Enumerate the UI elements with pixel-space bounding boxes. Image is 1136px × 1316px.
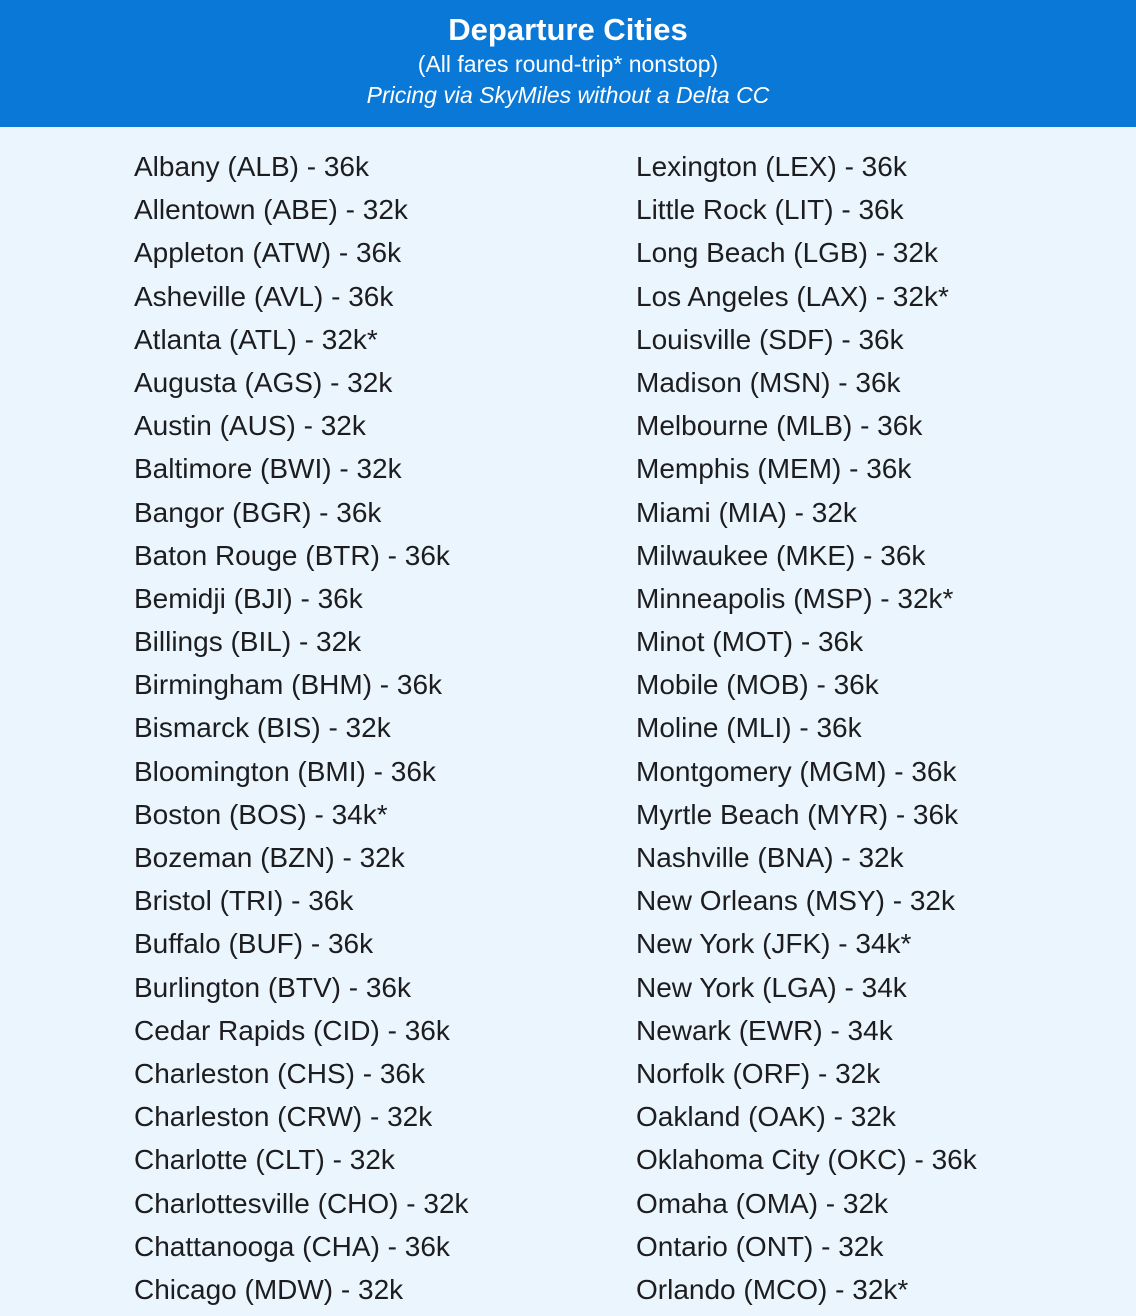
city-fare-item: Memphis (MEM) - 36k xyxy=(636,453,912,485)
city-fare-item: Bloomington (BMI) - 36k xyxy=(134,755,436,787)
city-fare-item: Norfolk (ORF) - 32k xyxy=(636,1057,881,1089)
city-fare-item: Cedar Rapids (CID) - 36k xyxy=(134,1014,450,1046)
city-fare-item: Allentown (ABE) - 32k xyxy=(134,194,408,226)
city-fare-item: Minneapolis (MSP) - 32k* xyxy=(636,582,954,614)
city-fare-item: Chicago (MDW) - 32k xyxy=(134,1273,404,1305)
city-fare-item: New York (LGA) - 34k xyxy=(636,971,907,1003)
page-subtitle: (All fares round-trip* nonstop) xyxy=(417,51,719,77)
city-fare-item: Bristol (TRI) - 36k xyxy=(134,885,354,917)
city-fare-item: Minot (MOT) - 36k xyxy=(636,626,864,658)
city-fare-item: Atlanta (ATL) - 32k* xyxy=(134,323,378,355)
city-fare-item: Boston (BOS) - 34k* xyxy=(134,798,388,830)
city-fare-item: Billings (BIL) - 32k xyxy=(134,626,362,658)
city-fare-item: Milwaukee (MKE) - 36k xyxy=(636,539,926,571)
left-city-column xyxy=(134,145,469,1311)
city-fare-item: Orlando (MCO) - 32k* xyxy=(636,1273,909,1305)
city-fare-item: Omaha (OMA) - 32k xyxy=(636,1187,889,1219)
city-fare-item: Charleston (CHS) - 36k xyxy=(134,1057,425,1089)
city-fare-item: Baltimore (BWI) - 32k xyxy=(134,453,402,485)
city-fare-item: Buffalo (BUF) - 36k xyxy=(134,928,374,960)
city-fare-item: Asheville (AVL) - 36k xyxy=(134,280,394,312)
city-fare-item: Albany (ALB) - 36k xyxy=(134,151,369,182)
city-fare-item: Austin (AUS) - 32k xyxy=(134,410,366,442)
city-fare-item: Bemidji (BJI) - 36k xyxy=(134,582,363,614)
city-fare-item: Oakland (OAK) - 32k xyxy=(636,1101,896,1133)
city-fare-item: Mobile (MOB) - 36k xyxy=(636,669,879,701)
pricing-note: Pricing via SkyMiles without a Delta CC xyxy=(366,82,770,108)
city-fare-item: Miami (MIA) - 32k xyxy=(636,496,857,528)
right-city-column xyxy=(636,145,977,1311)
city-fare-item: Birmingham (BHM) - 36k xyxy=(134,669,443,701)
city-fare-item: Bozeman (BZN) - 32k xyxy=(134,842,405,873)
city-fare-item: Little Rock (LIT) - 36k xyxy=(636,194,904,226)
city-fare-item: Baton Rouge (BTR) - 36k xyxy=(134,539,450,571)
city-fare-item: Charlotte (CLT) - 32k xyxy=(134,1144,395,1176)
city-fare-item: Bangor (BGR) - 36k xyxy=(134,496,382,528)
city-fare-item: Nashville (BNA) - 32k xyxy=(636,842,904,873)
city-fare-item: New Orleans (MSY) - 32k xyxy=(636,885,955,917)
city-fare-item: Los Angeles (LAX) - 32k* xyxy=(636,280,949,312)
city-fare-item: Madison (MSN) - 36k xyxy=(636,366,901,398)
city-fare-item: Appleton (ATW) - 36k xyxy=(134,237,402,269)
city-fare-item: Ontario (ONT) - 32k xyxy=(636,1230,884,1262)
city-fare-item: Myrtle Beach (MYR) - 36k xyxy=(636,798,959,830)
city-fare-item: Moline (MLI) - 36k xyxy=(636,712,862,744)
city-fare-item: New York (JFK) - 34k* xyxy=(636,928,912,960)
city-fare-item: Chattanooga (CHA) - 36k xyxy=(134,1230,450,1262)
city-fare-item: Charlottesville (CHO) - 32k xyxy=(134,1187,469,1219)
city-fare-item: Long Beach (LGB) - 32k xyxy=(636,237,938,269)
city-fare-item: Charleston (CRW) - 32k xyxy=(134,1101,433,1133)
city-fare-item: Lexington (LEX) - 36k xyxy=(636,151,907,182)
city-fare-item: Newark (EWR) - 34k xyxy=(636,1014,893,1046)
city-fare-item: Oklahoma City (OKC) - 36k xyxy=(636,1144,977,1176)
city-fare-item: Montgomery (MGM) - 36k xyxy=(636,755,957,787)
city-fare-item: Augusta (AGS) - 32k xyxy=(134,366,393,398)
city-fare-item: Louisville (SDF) - 36k xyxy=(636,323,904,355)
page-title: Departure Cities xyxy=(448,12,688,47)
city-fare-item: Bismarck (BIS) - 32k xyxy=(134,712,391,744)
city-fare-item: Burlington (BTV) - 36k xyxy=(134,971,411,1003)
city-fare-item: Melbourne (MLB) - 36k xyxy=(636,410,923,442)
